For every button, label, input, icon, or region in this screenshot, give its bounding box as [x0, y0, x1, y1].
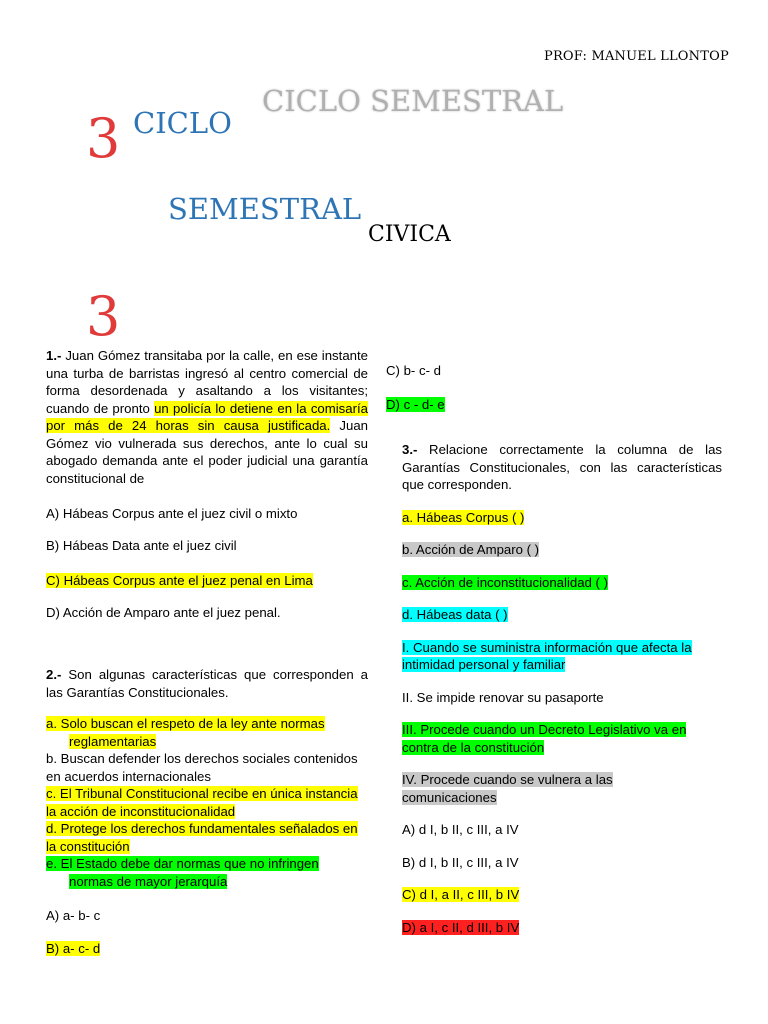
roman-i-text: I. Cuando se suministra información que afecta la intimidad personal y familiar	[402, 639, 692, 672]
option-c	[46, 572, 368, 590]
item-a-cont	[69, 733, 368, 751]
item-d	[46, 820, 368, 855]
right-column	[386, 362, 722, 936]
question-number: 1.-	[46, 348, 62, 363]
question-number: 2.-	[46, 667, 62, 682]
question-1-text	[46, 347, 368, 487]
roman-i	[402, 639, 722, 674]
q2-option-d-text: D) c - d- e	[386, 396, 445, 412]
option-b: B) Hábeas Data ante el juez civil	[46, 537, 237, 553]
item-a	[46, 715, 368, 733]
option-c	[402, 886, 722, 904]
item-a-text-cont: reglamentarias	[69, 733, 157, 749]
q2-option-d	[386, 396, 722, 414]
item-e-text: e. El Estado debe dar normas que no infringen	[46, 856, 319, 871]
question-3-text	[402, 441, 722, 494]
highlighted-text: un policía lo detiene en la comisaría por más de 24 horas sin causa justificada.	[46, 400, 368, 433]
option-b: B) d I, b II, c III, a IV	[402, 854, 519, 870]
item-b: b. Buscan defender los derechos sociales contenidos en acuerdos internacionales	[46, 751, 358, 784]
question-number: 3.-	[402, 442, 418, 457]
option-d	[402, 919, 722, 937]
option-d: D) Acción de Amparo ante el juez penal.	[46, 604, 281, 620]
option-a: A) d I, b II, c III, a IV	[402, 822, 519, 837]
option-d-text: D) a I, c II, d III, b IV	[402, 919, 520, 935]
cycle-number-top: 3	[86, 107, 121, 170]
roman-iii	[402, 721, 722, 756]
course-title: CIVICA	[368, 222, 451, 247]
question-2-text	[46, 666, 368, 701]
title-semestral: SEMESTRAL	[168, 192, 362, 226]
question-text: Juan Gómez transitaba por la calle, en ese instante una turba de barristas ingresó al centro comercial de forma desordenada y asaltando a los visitantes; cuando de pronto	[46, 348, 368, 416]
option-b	[46, 940, 368, 958]
question-1	[46, 347, 368, 621]
letter-c-text: c. Acción de inconstitucionalidad ( )	[402, 574, 608, 590]
letter-b-text: b. Acción de Amparo ( )	[402, 542, 540, 557]
letter-a-text: a. Hábeas Corpus ( )	[402, 509, 525, 525]
question-text: Son algunas características que corresponden a las Garantías Constitucionales.	[46, 667, 368, 700]
roman-ii: II. Se impide renovar su pasaporte	[402, 689, 604, 705]
roman-iv-text: IV. Procede cuando se vulnera a las comunicaciones	[402, 772, 613, 805]
item-e-text-cont: normas de mayor jerarquía	[69, 873, 228, 889]
question-2	[46, 666, 368, 957]
option-a: A) a- b- c	[46, 908, 101, 923]
question-text: Juan Gómez vio vulnerada sus derechos, ante lo cual su abogado demanda ante el poder judicial una garantía constitucional de	[46, 418, 368, 486]
item-e-cont	[69, 873, 368, 891]
letter-b	[402, 541, 722, 559]
watermark-title: CICLO SEMESTRAL	[262, 84, 564, 118]
title-ciclo: CICLO	[133, 106, 232, 140]
letter-d-text: d. Hábeas data ( )	[402, 607, 508, 622]
roman-iii-text: III. Procede cuando un Decreto Legislativo va en contra de la constitución	[402, 722, 687, 755]
option-b-text: B) a- c- d	[46, 940, 101, 956]
option-a: A) Hábeas Corpus ante el juez civil o mixto	[46, 506, 298, 521]
cycle-number-bottom: 3	[86, 285, 121, 348]
question-text: Relacione correctamente la columna de las Garantías Constitucionales, con las características que corresponden.	[402, 442, 722, 492]
option-c-text: C) Hábeas Corpus ante el juez penal en Lima	[46, 573, 313, 588]
roman-iv	[402, 771, 722, 806]
q2-option-c: C) b- c- d	[386, 363, 441, 378]
option-c-text: C) d I, a II, c III, b IV	[402, 887, 520, 902]
item-c-text: c. El Tribunal Constitucional recibe en única instancia la acción de inconstitucionalidad	[46, 786, 358, 819]
letter-c	[402, 574, 722, 592]
item-e	[46, 855, 368, 873]
item-a-text: a. Solo buscan el respeto de la ley ante normas	[46, 716, 325, 731]
item-d-text: d. Protege los derechos fundamentales señalados en la constitución	[46, 821, 358, 854]
teacher-name: PROF: MANUEL LLONTOP	[544, 49, 729, 64]
letter-d	[402, 606, 722, 624]
letter-a	[402, 509, 722, 527]
item-c	[46, 785, 368, 820]
